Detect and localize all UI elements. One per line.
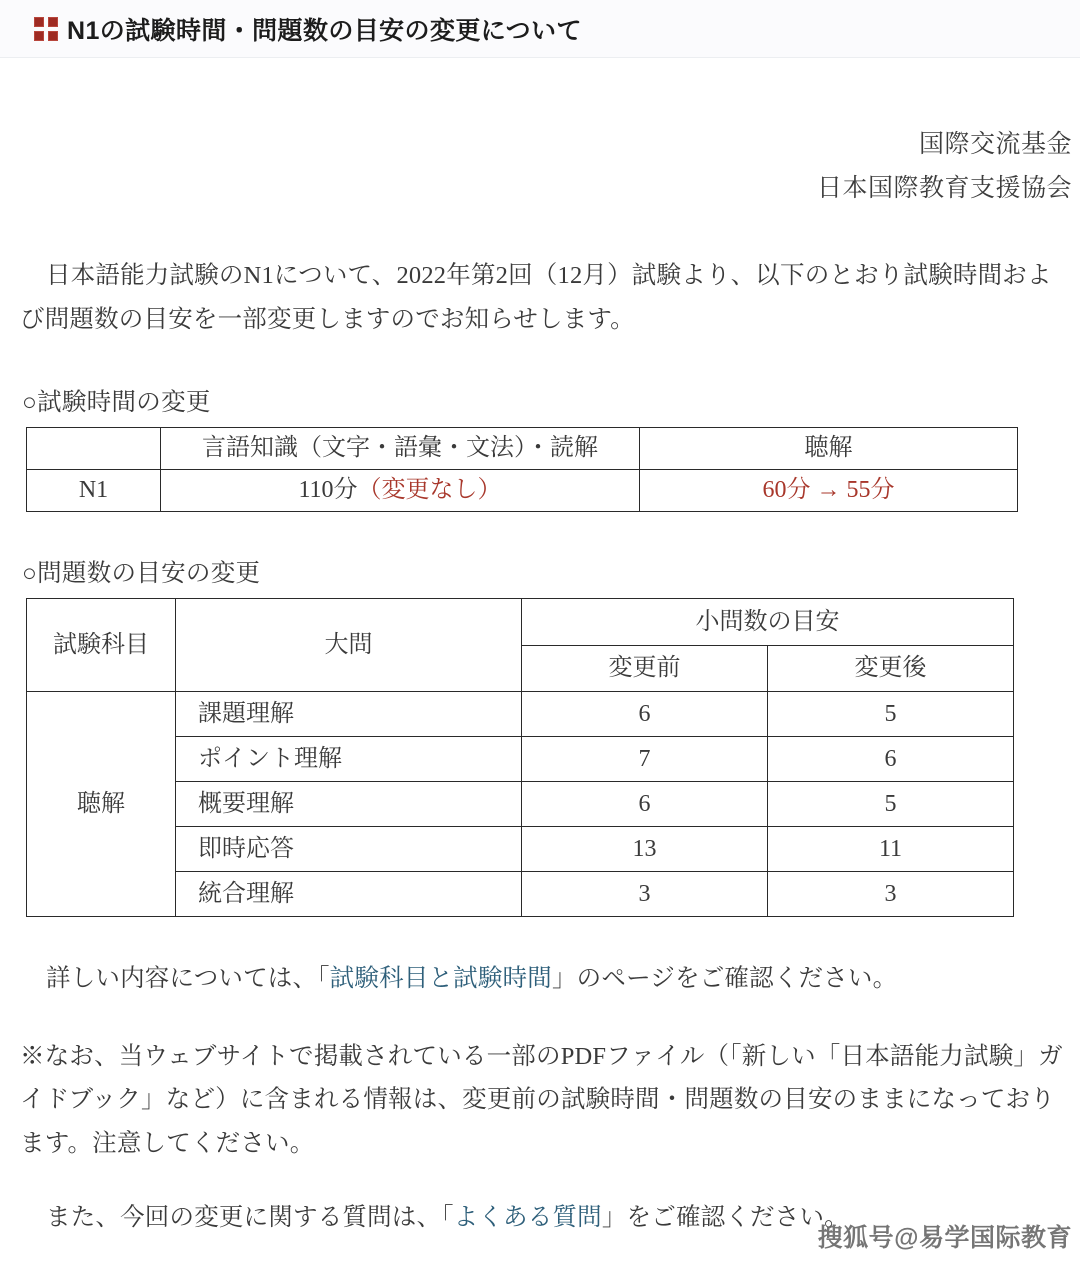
count-before-value: 6 [522, 782, 768, 827]
grid-square-3 [34, 31, 44, 41]
count-before-value: 7 [522, 737, 768, 782]
faq-text-pre: また、今回の変更に関する質問は、「 [46, 1203, 454, 1231]
time-language-minutes: 110分 [298, 477, 358, 504]
time-header-blank [27, 428, 161, 470]
table-header-row [27, 599, 1014, 646]
grid-square-2 [48, 17, 58, 27]
count-header-group: 小問数の目安 [522, 599, 1014, 646]
count-subject-listening: 聴解 [27, 692, 176, 917]
issuer-organization-1: 国際交流基金 [918, 131, 1072, 158]
count-after-value: 3 [768, 872, 1014, 917]
count-after-value: 6 [768, 737, 1014, 782]
table-row [27, 470, 1018, 512]
section-heading-count: ○問題数の目安の変更 [22, 560, 261, 588]
exam-time-table [26, 427, 1018, 512]
page-header [0, 0, 1080, 58]
section-heading-time: ○試験時間の変更 [22, 389, 211, 417]
grid-square-1 [34, 17, 44, 27]
table-row [27, 737, 1014, 782]
faq-text-post: 」をご確認ください。 [601, 1203, 849, 1231]
count-after-value: 11 [768, 827, 1014, 872]
question-count-table [26, 598, 1014, 917]
count-section-name: 概要理解 [176, 782, 522, 827]
count-before-value: 6 [522, 692, 768, 737]
time-level-n1: N1 [27, 470, 161, 512]
table-row [27, 827, 1014, 872]
faq-link[interactable]: よくある質問 [453, 1203, 602, 1231]
issuer-organization-2: 日本国際教育支援協会 [816, 175, 1072, 202]
time-listening-value [640, 470, 1018, 512]
count-section-name: ポイント理解 [176, 737, 522, 782]
grid-square-4 [48, 31, 58, 41]
time-listening-after: 55分 [846, 477, 895, 504]
grid-squares-icon [34, 17, 58, 41]
table-row [27, 872, 1014, 917]
exam-subjects-and-time-link[interactable]: 試験科目と試験時間 [329, 965, 552, 993]
time-listening-before: 60分 [762, 477, 811, 504]
count-section-name: 統合理解 [176, 872, 522, 917]
count-before-value: 13 [522, 827, 768, 872]
count-section-name: 課題理解 [176, 692, 522, 737]
time-listening-arrow: → [816, 477, 841, 504]
time-language-note: （変更なし） [357, 477, 502, 504]
issuer-block [0, 132, 1080, 201]
header-inner [0, 0, 1080, 58]
detail-text-post: 」のページをご確認ください。 [551, 965, 898, 993]
count-before-value: 3 [522, 872, 768, 917]
time-header-listening: 聴解 [640, 428, 1018, 470]
table-header-row [27, 428, 1018, 470]
count-header-after: 変更後 [768, 646, 1014, 692]
detail-text-pre: 詳しい内容については、「 [46, 965, 330, 993]
time-language-value [161, 470, 640, 512]
watermark: 搜狐号@易学国际教育 [817, 1224, 1072, 1252]
page-title: N1の試験時間・問題数の目安の変更について [67, 17, 582, 45]
count-after-value: 5 [768, 692, 1014, 737]
count-after-value: 5 [768, 782, 1014, 827]
intro-paragraph: 日本語能力試験のN1について、2022年第2回（12月）試験より、以下のとおり試験時間および問題数の目安を一部変更しますのでお知らせします。 [20, 262, 1052, 333]
detail-paragraph [20, 957, 1070, 1001]
table-row [27, 692, 1014, 737]
count-section-name: 即時応答 [176, 827, 522, 872]
count-header-before: 変更前 [522, 646, 768, 692]
pdf-note-paragraph: ※なお、当ウェブサイトで掲載されている一部のPDFファイル（「新しい「日本語能力試験」ガイドブック」など）に含まれる情報は、変更前の試験時間・問題数の目安のままになっております。注意してください。 [20, 1042, 1063, 1158]
count-header-section: 大問 [176, 599, 522, 692]
document-body [0, 58, 1080, 1239]
table-row [27, 782, 1014, 827]
time-header-language: 言語知識（文字・語彙・文法）・読解 [161, 428, 640, 470]
count-header-subject: 試験科目 [27, 599, 176, 692]
